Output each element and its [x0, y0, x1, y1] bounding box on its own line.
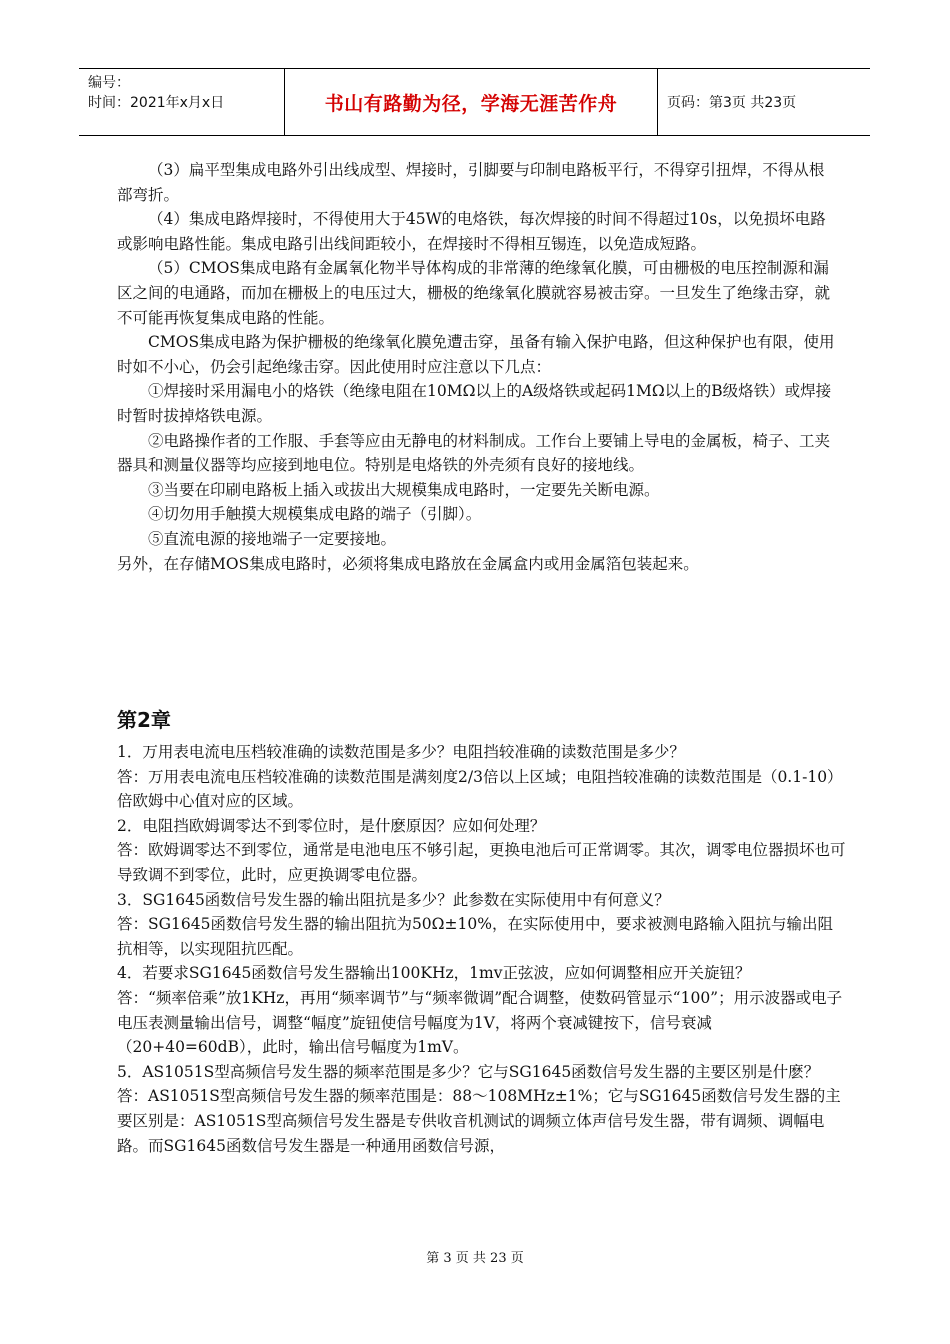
- question: 4．若要求SG1645函数信号发生器输出100KHz，1mv正弦波，应如何调整相应开关旋钮？: [117, 964, 751, 983]
- question: 2．电阻挡欧姆调零达不到零位时，是什麽原因？应如何处理？: [117, 816, 546, 835]
- list-item: ②电路操作者的工作服、手套等应由无静电的材料制成。工作台上要铺上导电的金属板，椅子、工夹器具和测量仪器等均应接到地电位。特别是电烙铁的外壳须有良好的接地线。: [117, 431, 831, 475]
- closing-paragraph: 另外，在存储MOS集成电路时，必须将集成电路放在金属盒内或用金属箔包装起来。: [117, 554, 699, 573]
- question: 5．AS1051S型高频信号发生器的频率范围是多少？它与SG1645函数信号发生器的主要区别是什麽？: [117, 1062, 820, 1081]
- number-label: 编号：: [88, 75, 130, 91]
- qa-section: [117, 740, 847, 1158]
- list-item: ③当要在印刷电路板上插入或拔出大规模集成电路时，一定要先关断电源。: [148, 480, 660, 499]
- answer: 答：“频率倍乘”放1KHz，再用“频率调节”与“频率微调”配合调整，使数码管显示“100”；用示波器或电子电压表测量输出信号，调整“幅度”旋钮使信号幅度为1V，将两个衰减键按下，信号衰减（20+40=60dB），此时，输出信号幅度为1mV。: [117, 988, 843, 1057]
- body-text: [117, 158, 837, 576]
- answer: 答：万用表电流电压档较准确的读数范围是满刻度2/3倍以上区域；电阻挡较准确的读数范围是（0.1-10）倍欧姆中心值对应的区域。: [117, 767, 843, 811]
- question: 3．SG1645函数信号发生器的输出阻抗是多少？此参数在实际使用中有何意义？: [117, 890, 670, 909]
- page-header: [79, 68, 870, 136]
- page-footer: 第 3 页 共 23 页: [426, 1251, 524, 1266]
- answer: 答：AS1051S型高频信号发生器的频率范围是：88～108MHz±1%；它与SG1645函数信号发生器的主要区别是：AS1051S型高频信号发生器是专供收音机测试的调频立体声信号发生器，带有调频、调幅电路。而SG1645函数信号发生器是一种通用函数信号源，: [117, 1087, 841, 1155]
- header-motto: 书山有路勤为径，学海无涯苦作舟: [284, 69, 658, 135]
- chapter-title: 第2章: [117, 708, 171, 732]
- paragraph: （5）CMOS集成电路有金属氧化物半导体构成的非常薄的绝缘氧化膜，可由栅极的电压控制源和漏区之间的电通路，而加在栅极上的电压过大，栅极的绝缘氧化膜就容易被击穿。一旦发生了绝缘击穿，就不可能再恢复集成电路的性能。: [117, 259, 831, 327]
- answer: 答：SG1645函数信号发生器的输出阻抗为50Ω±10%，在实际使用中，要求被测电路输入阻抗与输出阻抗相等，以实现阻抗匹配。: [117, 915, 833, 958]
- header-page-info: 页码：第3页 共23页: [667, 95, 797, 111]
- header-meta: [79, 69, 284, 135]
- answer: 答：欧姆调零达不到零位，通常是电池电压不够引起，更换电池后可正常调零。其次，调零电位器损坏也可导致调不到零位，此时，应更换调零电位器。: [117, 841, 846, 884]
- list-item: ①焊接时采用漏电小的烙铁（绝缘电阻在10MΩ以上的A级烙铁或起码1MΩ以上的B级烙铁）或焊接时暂时拔掉烙铁电源。: [117, 382, 832, 425]
- paragraph: CMOS集成电路为保护栅极的绝缘氧化膜免遭击穿，虽备有输入保护电路，但这种保护也有限，使用时如不小心，仍会引起绝缘击穿。因此使用时应注意以下几点：: [117, 333, 835, 376]
- list-item: ⑤直流电源的接地端子一定要接地。: [148, 529, 397, 548]
- list-item: ④切勿用手触摸大规模集成电路的端子（引脚）。: [148, 505, 482, 524]
- time-label: 时间：2021年x月x日: [88, 95, 225, 111]
- question: 1．万用表电流电压档较准确的读数范围是多少？电阻挡较准确的读数范围是多少？: [117, 743, 685, 761]
- paragraph: （3）扁平型集成电路外引出线成型、焊接时，引脚要与印制电路板平行，不得穿引扭焊，不得从根部弯折。: [117, 161, 825, 204]
- paragraph: （4）集成电路焊接时，不得使用大于45W的电烙铁，每次焊接的时间不得超过10s，以免损坏电路或影响电路性能。集成电路引出线间距较小，在焊接时不得相互锡连，以免造成短路。: [117, 210, 826, 253]
